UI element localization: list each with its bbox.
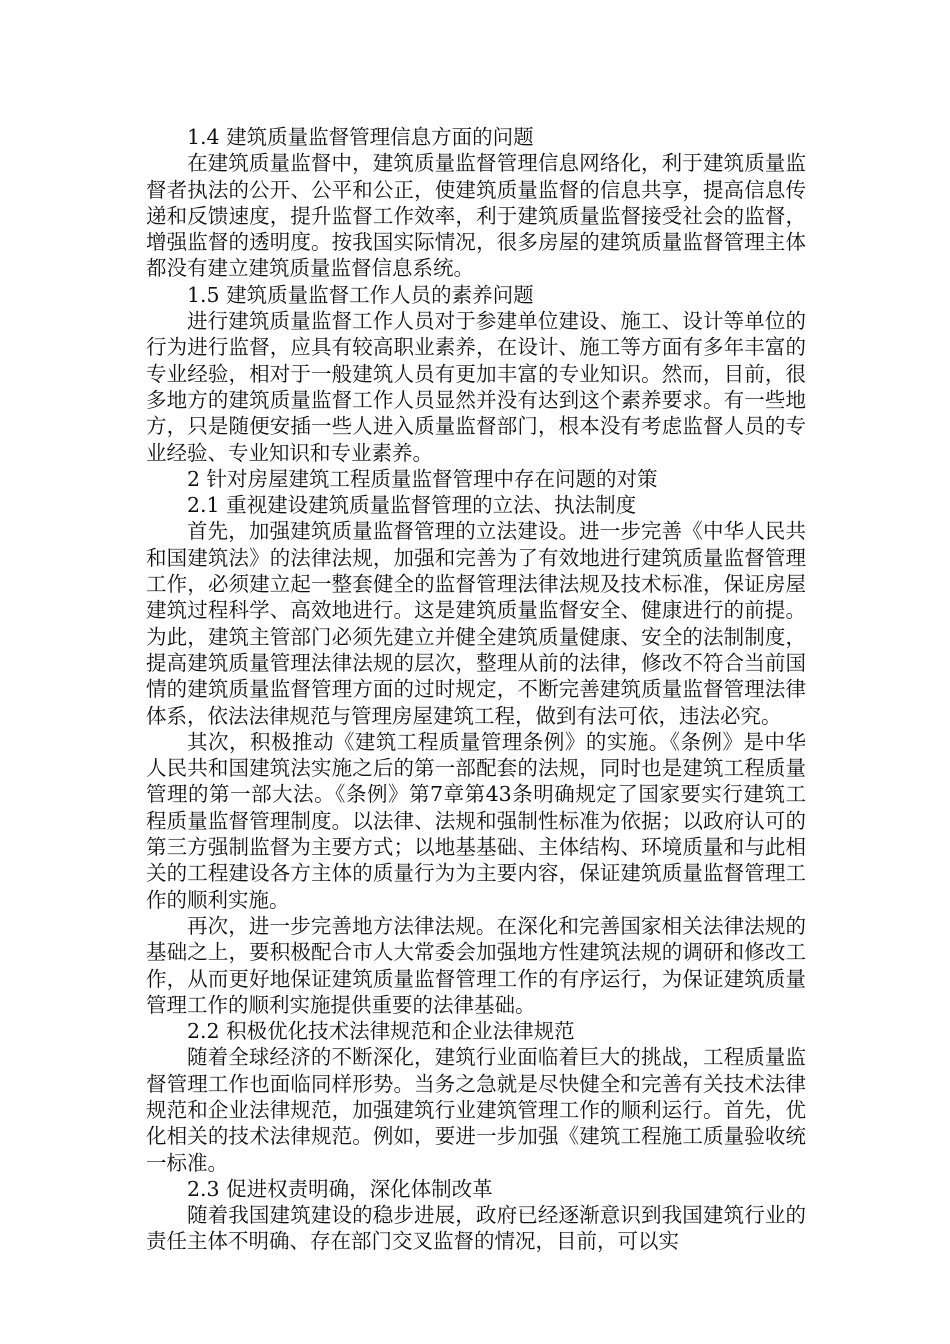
section-heading-1-4: 1.4 建筑质量监督管理信息方面的问题 — [187, 125, 534, 149]
paragraph-info-network: 在建筑质量监督中，建筑质量监督管理信息网络化，利于建筑质量监督者执法的公开、公平和公正，使建筑质量监督的信息共享，提高信息传递和反馈速度，提升监督工作效率，利于建筑质量监督接受社会的监督，增强监督的透明度。按我国实际情况，很多房屋的建筑质量监督管理主体都没有建立建筑质量监督信息系统。 — [146, 151, 806, 281]
section-heading-2-3: 2.3 促进权责明确，深化体制改革 — [187, 1176, 493, 1201]
paragraph-legislation-third: 再次，进一步完善地方法律法规。在深化和完善国家相关法律法规的基础之上，要积极配合市人大常委会加强地方性建筑法规的调研和修改工作，从而更好地保证建筑质量监督管理工作的有序运行，为保证建筑质量管理工作的顺利实施提供重要的法律基础。 — [146, 913, 806, 1017]
section-heading-1-5: 1.5 建筑质量监督工作人员的素养问题 — [187, 282, 534, 307]
paragraph-legislation-first: 首先，加强建筑质量监督管理的立法建设。进一步完善《中华人民共和国建筑法》的法律法规，加强和完善为了有效地进行建筑质量监督管理工作，必须建立起一整套健全的监督管理法律法规及技术标准，保证房屋建筑过程科学、高效地进行。这是建筑质量监督安全、健康进行的前提。为此，建筑主管部门必须先建立并健全建筑质量健康、安全的法制制度，提高建筑质量管理法律法规的层次，整理从前的法律，修改不符合当前国情的建筑质量监督管理方面的过时规定，不断完善建筑质量监督管理法律体系，依法法律规范与管理房屋建筑工程，做到有法可依，违法必究。 — [146, 519, 806, 728]
section-heading-2-1: 2.1 重视建设建筑质量监督管理的立法、执法制度 — [187, 493, 637, 518]
paragraph-legislation-second: 其次，积极推动《建筑工程质量管理条例》的实施。《条例》是中华人民共和国建筑法实施之后的第一部配套的法规，同时也是建筑工程质量管理的第一部大法。《条例》第7章第43条明确规定了国家要实行建筑工程质量监督管理制度。以法律、法规和强制性标准为依据；以政府认可的第三方强制监督为主要方式；以地基基础、主体结构、环境质量和与此相关的工程建设各方主体的质量行为为主要内容，保证建筑质量监督管理工作的顺利实施。 — [146, 729, 806, 912]
paragraph-technical-norms: 随着全球经济的不断深化，建筑行业面临着巨大的挑战，工程质量监督管理工作也面临同样形势。当务之急就是尽快健全和完善有关技术法律规范和企业法律规范，加强建筑行业建筑管理工作的顺利运行。首先，优化相关的技术法律规范。例如，要进一步加强《建筑工程施工质量验收统一标准。 — [146, 1045, 806, 1175]
document-body — [146, 124, 806, 1255]
paragraph-reform: 随着我国建筑建设的稳步进展，政府已经逐渐意识到我国建筑行业的责任主体不明确、存在部门交叉监督的情况，目前，可以实 — [146, 1203, 806, 1254]
paragraph-staff-quality: 进行建筑质量监督工作人员对于参建单位建设、施工、设计等单位的行为进行监督，应具有较高职业素养，在设计、施工等方面有多年丰富的专业经验，相对于一般建筑人员有更加丰富的专业知识。然而，目前，很多地方的建筑质量监督工作人员显然并没有达到这个素养要求。有一些地方，只是随便安插一些人进入质量监督部门，根本没有考虑监督人员的专业经验、专业知识和专业素养。 — [146, 309, 806, 465]
section-heading-2: 2 针对房屋建筑工程质量监督管理中存在问题的对策 — [187, 466, 658, 491]
section-heading-2-2: 2.2 积极优化技术法律规范和企业法律规范 — [187, 1019, 575, 1044]
